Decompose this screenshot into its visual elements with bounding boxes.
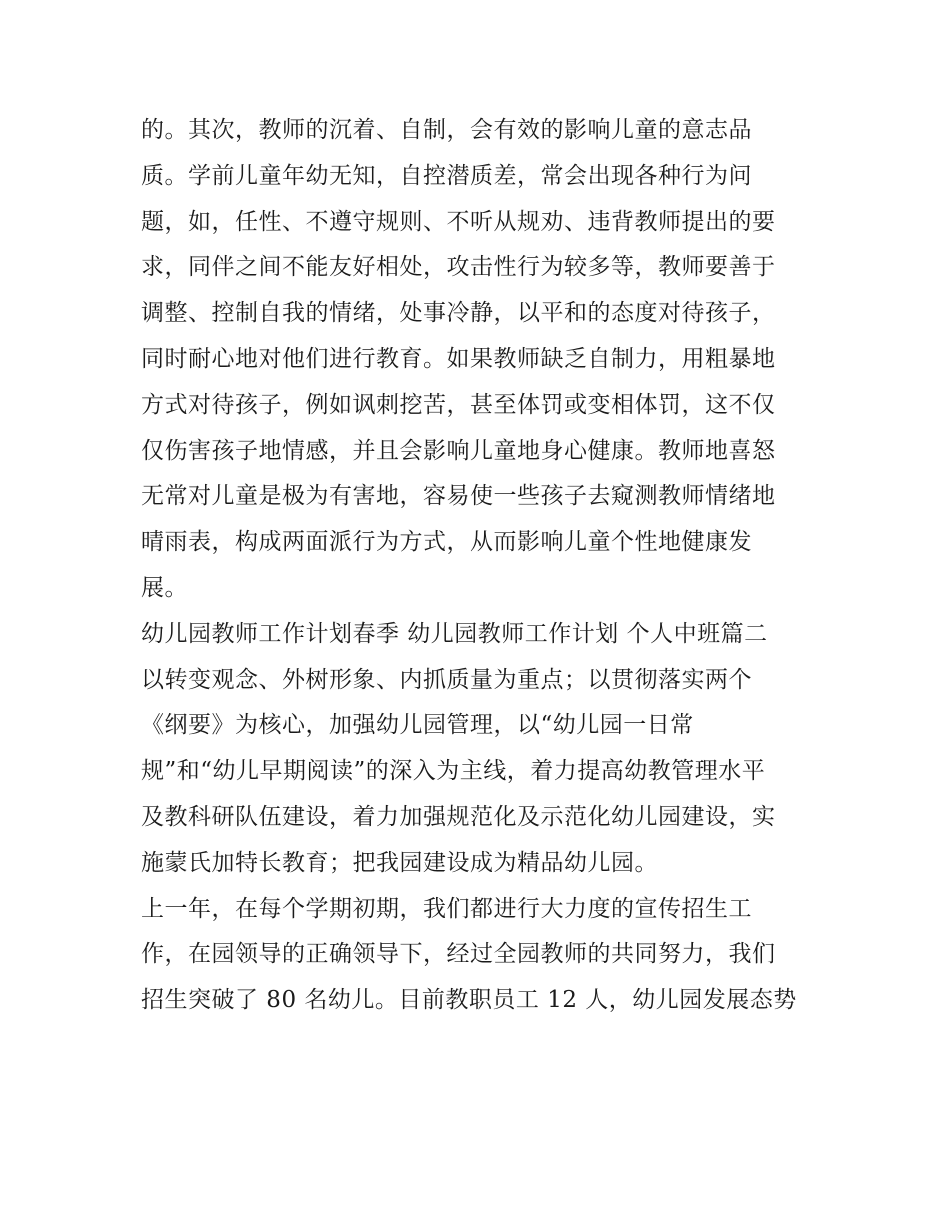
text-line: 无常对儿童是极为有害地，容易使一些孩子去窥测教师情绪地 bbox=[141, 483, 776, 510]
text-line: 仅伤害孩子地情感，并且会影响儿童地身心健康。教师地喜怒 bbox=[141, 437, 776, 464]
text-line: 以转变观念、外树形象、内抓质量为重点；以贯彻落实两个 bbox=[141, 666, 752, 693]
text-line: 展。 bbox=[141, 574, 188, 601]
text-line: 上一年，在每个学期初期，我们都进行大力度的宣传招生工 bbox=[141, 895, 752, 922]
text-line: 求，同伴之间不能友好相处，攻击性行为较多等，教师要善于 bbox=[141, 254, 776, 281]
text-line: 晴雨表，构成两面派行为方式，从而影响儿童个性地健康发 bbox=[141, 529, 752, 556]
text-line: 规”和“幼儿早期阅读”的深入为主线，着力提高幼教管理水平 bbox=[141, 758, 766, 785]
text-line: 招生突破了 80 名幼儿。目前教职员工 12 人，幼儿园发展态势 bbox=[141, 987, 797, 1014]
text-line: 施蒙氏加特长教育；把我园建设成为精品幼儿园。 bbox=[141, 849, 658, 876]
text-line: 方式对待孩子，例如讽刺挖苦，甚至体罚或变相体罚，这不仅 bbox=[141, 391, 776, 418]
document-body bbox=[141, 108, 821, 1024]
text-line: 的。其次，教师的沉着、自制，会有效的影响儿童的意志品 bbox=[141, 117, 752, 143]
text-line: 及教科研队伍建设，着力加强规范化及示范化幼儿园建设，实 bbox=[141, 803, 776, 830]
section-heading: 幼儿园教师工作计划春季 幼儿园教师工作计划 个人中班篇二 bbox=[141, 620, 768, 647]
text-line: 《纲要》为核心，加强幼儿园管理，以“幼儿园一日常 bbox=[141, 712, 694, 739]
text-line: 同时耐心地对他们进行教育。如果教师缺乏自制力，用粗暴地 bbox=[141, 345, 776, 372]
text-line: 作，在园领导的正确领导下，经过全园教师的共同努力，我们 bbox=[141, 941, 776, 968]
text-line: 题，如，任性、不遵守规则、不听从规劝、违背教师提出的要 bbox=[141, 208, 776, 235]
text-line: 质。学前儿童年幼无知，自控潜质差，常会出现各种行为问 bbox=[141, 162, 752, 189]
text-line: 调整、控制自我的情绪，处事冷静，以平和的态度对待孩子， bbox=[141, 300, 776, 327]
